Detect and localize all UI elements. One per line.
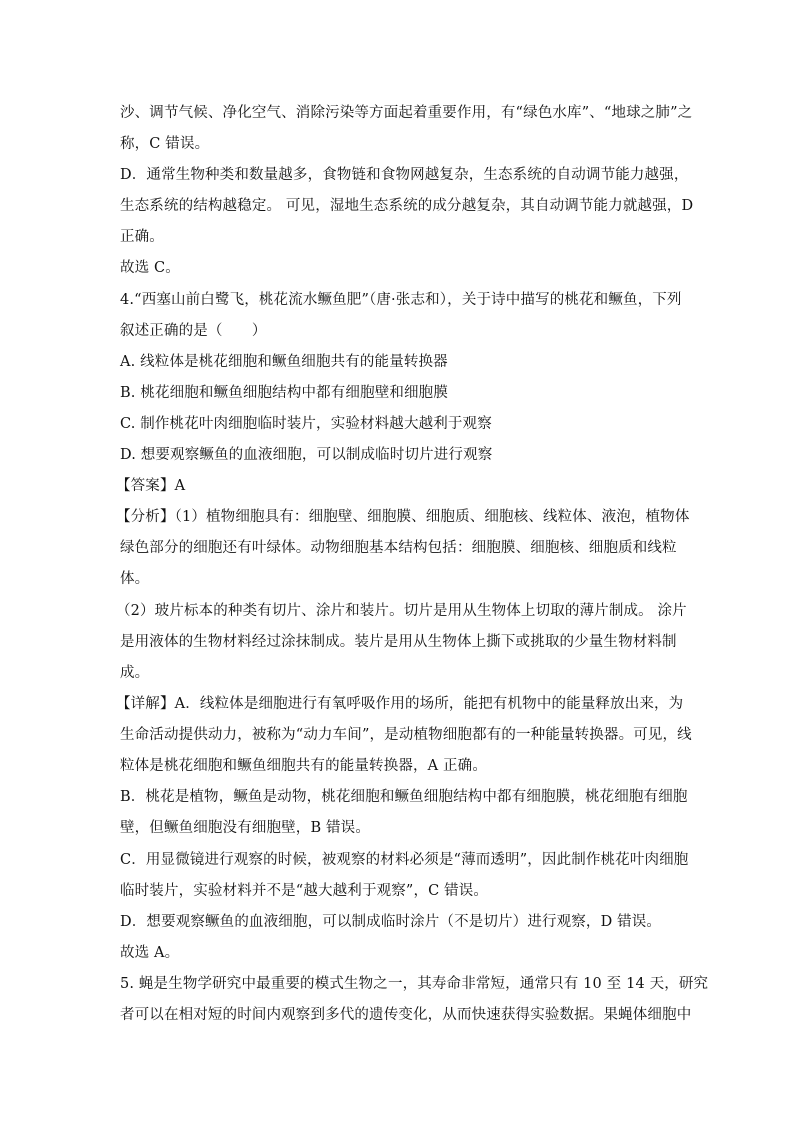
text-line-4: 生态系统的结构越稳定。 可见，湿地生态系统的成分越复杂，其自动调节能力就越强，D <box>120 198 694 214</box>
answer-line: 【答案】A <box>116 478 186 494</box>
question-5-line-1: 5. 蝇是生物学研究中最重要的模式生物之一，其寿命非常短，通常只有 10 至 14 天，研究 <box>120 976 709 992</box>
detail-line-7: 临时装片，实验材料并不是“越大越利于观察”，C 错误。 <box>120 883 489 899</box>
text-line-2: 称，C 错误。 <box>120 136 210 152</box>
text-line-6: 故选 C。 <box>120 260 180 276</box>
detail-line-3: 粒体是桃花细胞和鳜鱼细胞共有的能量转换器，A 正确。 <box>120 758 487 774</box>
option-a: A. 线粒体是桃花细胞和鳜鱼细胞共有的能量转换器 <box>120 354 448 370</box>
analysis-line-3: 体。 <box>120 571 150 587</box>
option-d: D. 想要观察鳜鱼的血液细胞，可以制成临时切片进行观察 <box>120 447 493 463</box>
analysis-line-6: 成。 <box>120 665 150 681</box>
option-b: B. 桃花细胞和鳜鱼细胞结构中都有细胞壁和细胞膜 <box>120 385 448 401</box>
detail-line-5: 壁，但鳜鱼细胞没有细胞壁，B 错误。 <box>120 820 370 836</box>
text-line-3: D．通常生物种类和数量越多，食物链和食物网越复杂，生态系统的自动调节能力越强， <box>120 167 689 183</box>
detail-line-6: C．用显微镜进行观察的时候，被观察的材料必须是“薄而透明”，因此制作桃花叶肉细胞 <box>120 852 689 868</box>
analysis-line-5: 是用液体的生物材料经过涂抹制成。装片是用从生物体上撕下或挑取的少量生物材料制 <box>120 634 677 650</box>
detail-line-2: 生命活动提供动力，被称为“动力车间”，是动植物细胞都有的一种能量转换器。可见，线 <box>120 727 692 743</box>
option-c: C. 制作桃花叶肉细胞临时装片，实验材料越大越利于观察 <box>120 416 492 432</box>
analysis-line-2: 绿色部分的细胞还有叶绿体。动物细胞基本结构包括：细胞膜、细胞核、细胞质和线粒 <box>120 540 677 556</box>
question-4-stem-line-2: 叙述正确的是（ ） <box>120 323 267 339</box>
text-line-1: 沙、调节气候、净化空气、消除污染等方面起着重要作用，有“绿色水库”、“地球之肺”之 <box>120 105 693 121</box>
question-4-stem-line-1: 4.“西塞山前白鹭飞，桃花流水鳜鱼肥”（唐·张志和），关于诗中描写的桃花和鳜鱼，下列 <box>120 292 682 308</box>
question-5-line-2: 者可以在相对短的时间内观察到多代的遗传变化，从而快速获得实验数据。果蝇体细胞中 <box>120 1007 692 1023</box>
detail-line-8: D．想要观察鳜鱼的血液细胞，可以制成临时涂片（不是切片）进行观察，D 错误。 <box>120 914 662 930</box>
choice-line: 故选 A。 <box>120 945 180 961</box>
analysis-line-1: 【分析】（1）植物细胞具有：细胞壁、细胞膜、细胞质、细胞核、线粒体、液泡，植物体 <box>116 509 690 525</box>
detail-line-1: 【详解】A．线粒体是细胞进行有氧呼吸作用的场所，能把有机物中的能量释放出来，为 <box>116 696 684 712</box>
analysis-line-4: （2）玻片标本的种类有切片、涂片和装片。切片是用从生物体上切取的薄片制成。 涂片 <box>116 603 687 619</box>
text-line-5: 正确。 <box>120 229 164 245</box>
detail-line-4: B．桃花是植物，鳜鱼是动物，桃花细胞和鳜鱼细胞结构中都有细胞膜，桃花细胞有细胞 <box>120 789 688 805</box>
